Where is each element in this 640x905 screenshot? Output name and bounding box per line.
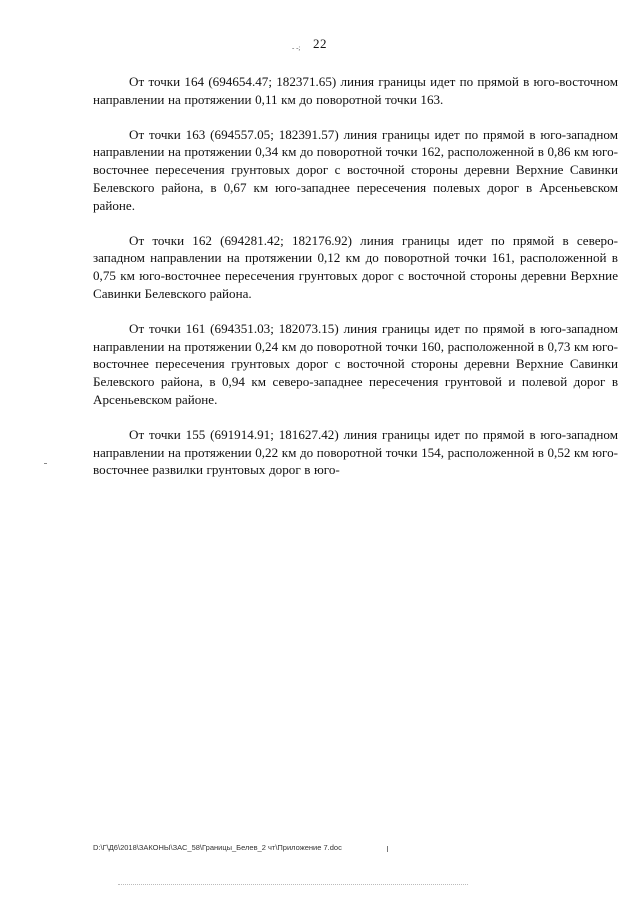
paragraph-point-161: От точки 161 (694351.03; 182073.15) линия границы идет по прямой в юго-западном направлении на протяжении 0,24 км до поворотной точки 160, расположенной в 0,73 км юго-восточнее пересечения грунтовых дорог с восточной стороны деревни Верхние Савинки Белевского района, в 0,94 км северо-западнее пересечения грунтовой и полевой дорог в Арсеньевском районе.: [93, 320, 618, 407]
document-body: [93, 73, 618, 496]
footer-file-path: D:\Г\Д6\2018\ЗАКОНЫ\ЗАС_58\Границы_Белев_2 чт\Приложение 7.doc: [93, 843, 342, 852]
paragraph-point-163: От точки 163 (694557.05; 182391.57) линия границы идет по прямой в юго-западном направлении на протяжении 0,34 км до поворотной точки 162, расположенной в 0,86 км юго-восточнее пересечения грунтовых дорог с восточной стороны деревни Верхние Савинки Белевского района, в 0,67 км юго-западнее пересечения полевых дорог в Арсеньевском районе.: [93, 126, 618, 213]
footer-mark: [387, 846, 390, 852]
bottom-scan-line: [118, 884, 468, 885]
margin-artifact: [44, 463, 47, 464]
page-number: 22: [313, 36, 327, 51]
paragraph-point-164: От точки 164 (694654.47; 182371.65) линия границы идет по прямой в юго-восточном направлении на протяжении 0,11 км до поворотной точки 163.: [93, 74, 618, 107]
paragraph-point-162: От точки 162 (694281.42; 182176.92) линия границы идет по прямой в северо-западном направлении на протяжении 0,12 км до поворотной точки 161, расположенной в 0,75 км юго-восточнее пересечения грунтовых дорог с восточной стороны деревни Верхние Савинки Белевского района.: [93, 232, 618, 301]
paragraph-point-155: От точки 155 (691914.91; 181627.42) линия границы идет по прямой в юго-западном направлении на протяжении 0,22 км до поворотной точки 154, расположенной в 0,52 км юго-восточнее развилки грунтовых дорог в юго-: [93, 426, 618, 478]
scan-artifact: - -;: [292, 44, 301, 52]
